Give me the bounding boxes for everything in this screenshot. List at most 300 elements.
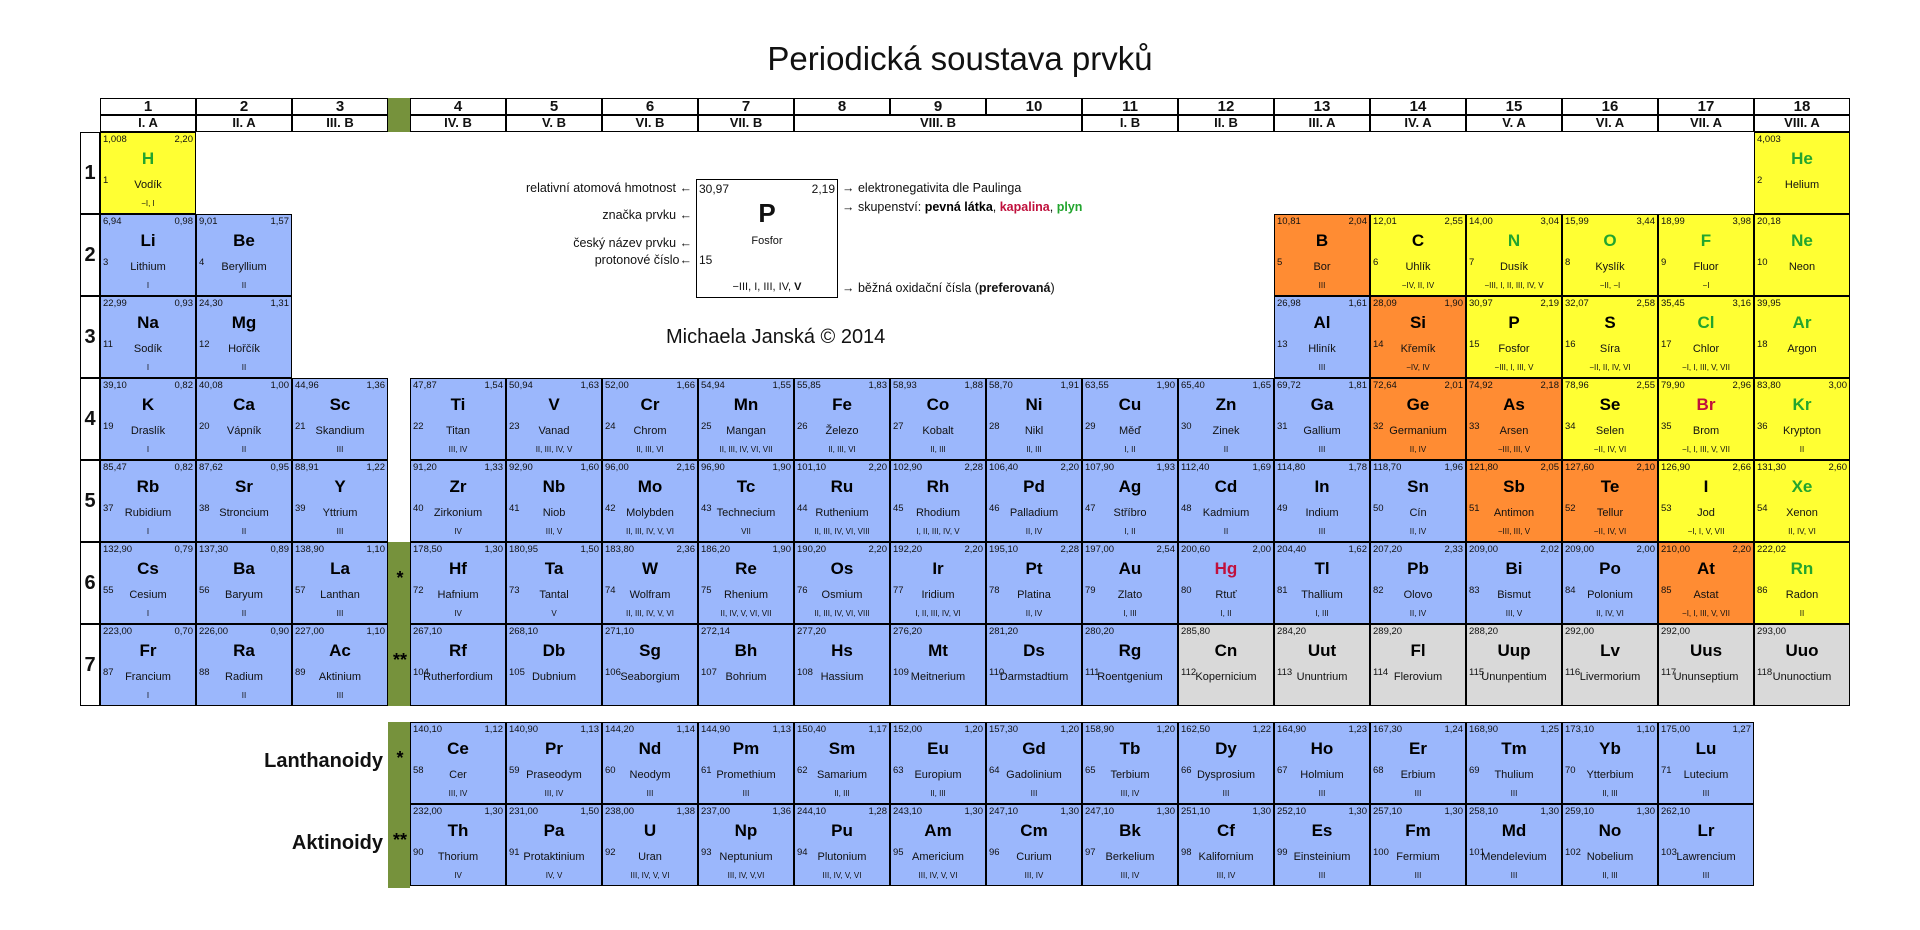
element-number: 59 [509, 765, 520, 776]
element-en: 1,61 [1348, 298, 1367, 309]
element-mass: 200,60 [1181, 544, 1211, 555]
element-number: 89 [295, 667, 306, 678]
element-symbol: Nd [638, 739, 662, 758]
element-ox: III [742, 789, 750, 798]
element-name: Nobelium [1586, 851, 1634, 863]
element-en: 1,69 [1252, 462, 1271, 473]
element-ox: III, IV [1024, 871, 1044, 880]
element-mass: 190,20 [797, 544, 827, 555]
element-name: Samarium [816, 769, 868, 781]
element-mass: 26,98 [1277, 298, 1301, 309]
element-number: 82 [1373, 585, 1384, 596]
element-name: Argon [1787, 343, 1817, 355]
element-number: 42 [605, 503, 616, 514]
element-ox: −I, I, III, V, VII [1682, 609, 1730, 618]
element-symbol: F [1700, 231, 1712, 250]
element-symbol: Se [1599, 395, 1621, 414]
element-ox: III [1318, 363, 1326, 372]
element-en: 1,00 [270, 380, 289, 391]
element-mass: 15,99 [1565, 216, 1589, 227]
legend-sample-cell [696, 179, 838, 298]
group-roman-label: VI. B [602, 115, 698, 132]
lanthanoid-lu [1658, 722, 1754, 804]
legend-ox-prefix: → běžná oxidační čísla ( [842, 281, 979, 295]
element-ox: II, IV, VI [1788, 527, 1816, 536]
element-number: 17 [1661, 339, 1672, 350]
element-symbol: Ag [1118, 477, 1142, 496]
element-symbol: Tc [736, 477, 756, 496]
legend-sample-number: 15 [699, 253, 713, 267]
element-number: 51 [1469, 503, 1480, 514]
group-number-10: 10 [986, 98, 1082, 115]
element-fr [100, 624, 196, 706]
element-symbol: Ru [830, 477, 854, 496]
element-mass: 39,10 [103, 380, 127, 391]
group-roman-label: IV. B [410, 115, 506, 132]
element-mass: 227,00 [295, 626, 325, 637]
element-mass: 121,80 [1469, 462, 1499, 473]
element-mass: 137,30 [199, 544, 229, 555]
group-roman-label: III. B [292, 115, 388, 132]
element-p [1466, 296, 1562, 378]
element-ra [196, 624, 292, 706]
element-number: 33 [1469, 421, 1480, 432]
element-ox: III [1510, 871, 1518, 880]
element-ox: II, III, IV, V, VI [626, 609, 674, 618]
lanthanoid-ho [1274, 722, 1370, 804]
element-name: Cesium [129, 589, 167, 601]
element-mass: 175,00 [1661, 724, 1691, 735]
element-en: 2,58 [1636, 298, 1655, 309]
element-name: Chlor [1692, 343, 1720, 355]
element-xe [1754, 460, 1850, 542]
lanthanoid-pr [506, 722, 602, 804]
element-en: 2,20 [1060, 462, 1079, 473]
element-number: 48 [1181, 503, 1192, 514]
element-symbol: Al [1313, 313, 1331, 332]
element-mass: 285,80 [1181, 626, 1211, 637]
element-mass: 144,20 [605, 724, 635, 735]
group-number-15: 15 [1466, 98, 1562, 115]
element-sr [196, 460, 292, 542]
element-ox: III [1030, 789, 1038, 798]
element-symbol: He [1791, 149, 1813, 168]
element-number: 60 [605, 765, 616, 776]
element-mass: 54,94 [701, 380, 725, 391]
element-rh [890, 460, 986, 542]
legend-state-label: → skupenství: pevná látka, kapalina, plyn [842, 200, 1083, 214]
element-symbol: Zr [449, 477, 467, 496]
element-mass: 284,20 [1277, 626, 1307, 637]
element-ox: I [146, 363, 150, 372]
element-name: Chrom [633, 425, 667, 437]
element-sc [292, 378, 388, 460]
element-name: Osmium [821, 589, 863, 601]
element-mass: 293,00 [1757, 626, 1787, 637]
element-en: 1,23 [1348, 724, 1367, 735]
element-en: 1,91 [1060, 380, 1079, 391]
element-number: 84 [1565, 585, 1576, 596]
element-na [100, 296, 196, 378]
element-ox: II, III [1026, 445, 1042, 454]
element-uuo [1754, 624, 1850, 706]
element-ox: −IV, IV [1406, 363, 1430, 372]
element-number: 101 [1469, 847, 1485, 858]
element-ox: −II, II, IV, VI [1589, 363, 1631, 372]
element-ne [1754, 214, 1850, 296]
element-symbol: Cl [1697, 313, 1715, 332]
element-symbol: Sm [828, 739, 856, 758]
element-name: Hassium [820, 671, 864, 683]
element-en: 1,10 [366, 626, 385, 637]
element-symbol: K [141, 395, 155, 414]
element-ox: II [1223, 527, 1229, 536]
element-symbol: C [1411, 231, 1425, 250]
element-symbol: Ce [447, 739, 469, 758]
element-symbol: Br [1696, 395, 1716, 414]
group-number-1: 1 [100, 98, 196, 115]
element-ox: I, II, III, IV, V [916, 527, 960, 536]
element-symbol: Ar [1792, 313, 1812, 332]
element-li [100, 214, 196, 296]
element-mass: 280,20 [1085, 626, 1115, 637]
element-ox: II, III, IV, VI, VII [719, 445, 773, 454]
element-en: 1,33 [484, 462, 503, 473]
element-mass: 271,10 [605, 626, 635, 637]
element-symbol: Fe [832, 395, 852, 414]
element-symbol: Yb [1599, 739, 1621, 758]
actinoid-pa [506, 804, 602, 886]
element-symbol: Lu [1695, 739, 1717, 758]
element-name: Gallium [1303, 425, 1341, 437]
element-number: 102 [1565, 847, 1581, 858]
element-name: Helium [1784, 179, 1820, 191]
legend-ox-pref: preferovaná [978, 281, 1051, 295]
element-number: 65 [1085, 765, 1096, 776]
element-number: 76 [797, 585, 808, 596]
element-symbol: Hg [1214, 559, 1238, 578]
element-number: 52 [1565, 503, 1576, 514]
element-en: 1,54 [484, 380, 503, 391]
group-number-12: 12 [1178, 98, 1274, 115]
element-ox: −III, I, II, III, IV, V [1484, 281, 1544, 290]
element-hs [794, 624, 890, 706]
element-ru [794, 460, 890, 542]
element-en: 1,30 [964, 806, 983, 817]
period-label-1: 1 [80, 132, 100, 214]
element-mass: 231,00 [509, 806, 539, 817]
element-ox: II [241, 363, 247, 372]
element-number: 71 [1661, 765, 1672, 776]
lanthanoid-er [1370, 722, 1466, 804]
element-en: 2,33 [1444, 544, 1463, 555]
element-symbol: Sg [639, 641, 661, 660]
element-en: 2,20 [868, 462, 887, 473]
element-name: Baryum [225, 589, 263, 601]
element-number: 16 [1565, 339, 1576, 350]
element-name: Rtuť [1215, 589, 1237, 601]
element-mass: 167,30 [1373, 724, 1403, 735]
element-ox: II [241, 281, 247, 290]
element-bi [1466, 542, 1562, 624]
element-name: Germanium [1389, 425, 1447, 437]
element-symbol: Ra [233, 641, 255, 660]
element-ox: III, IV [448, 789, 468, 798]
element-number: 23 [509, 421, 520, 432]
element-number: 67 [1277, 765, 1288, 776]
element-en: 1,65 [1252, 380, 1271, 391]
element-en: 1,27 [1732, 724, 1751, 735]
element-en: 2,10 [1636, 462, 1655, 473]
element-en: 1,96 [1444, 462, 1463, 473]
element-en: 2,55 [1636, 380, 1655, 391]
element-en: 1,83 [868, 380, 887, 391]
element-ox: II, III [930, 789, 946, 798]
element-number: 13 [1277, 339, 1288, 350]
element-symbol: Nb [542, 477, 566, 496]
element-number: 66 [1181, 765, 1192, 776]
element-number: 37 [103, 503, 114, 514]
element-symbol: Ge [1406, 395, 1430, 414]
element-se [1562, 378, 1658, 460]
element-en: 1,12 [484, 724, 503, 735]
element-en: 1,30 [1636, 806, 1655, 817]
group-number-8: 8 [794, 98, 890, 115]
element-symbol: As [1503, 395, 1525, 414]
element-number: 22 [413, 421, 424, 432]
element-symbol: Ga [1310, 395, 1334, 414]
element-number: 68 [1373, 765, 1384, 776]
element-mass: 276,20 [893, 626, 923, 637]
element-ox: IV [454, 871, 462, 880]
element-name: Holmium [1300, 769, 1344, 781]
element-name: Křemík [1400, 343, 1436, 355]
element-name: Xenon [1786, 507, 1818, 519]
actinoid-cf [1178, 804, 1274, 886]
element-name: Praseodym [526, 769, 582, 781]
period-label-3: 3 [80, 296, 100, 378]
group-number-6: 6 [602, 98, 698, 115]
element-en: 1,30 [1060, 806, 1079, 817]
element-symbol: Co [926, 395, 950, 414]
element-be [196, 214, 292, 296]
element-mass: 195,10 [989, 544, 1019, 555]
element-mass: 72,64 [1373, 380, 1397, 391]
element-ox: III [1510, 789, 1518, 798]
element-symbol: Ba [233, 559, 255, 578]
element-number: 43 [701, 503, 712, 514]
element-en: 1,88 [964, 380, 983, 391]
element-mass: 30,97 [1469, 298, 1493, 309]
element-name: Plutonium [817, 851, 867, 863]
element-name: Měď [1118, 425, 1142, 437]
element-name: Astat [1693, 589, 1719, 601]
element-en: 3,04 [1540, 216, 1559, 227]
element-number: 41 [509, 503, 520, 514]
element-symbol: Si [1409, 313, 1427, 332]
element-mo [602, 460, 698, 542]
element-y [292, 460, 388, 542]
element-te [1562, 460, 1658, 542]
element-number: 12 [199, 339, 210, 350]
element-en: 2,20 [174, 134, 193, 145]
element-number: 86 [1757, 585, 1768, 596]
element-mass: 65,40 [1181, 380, 1205, 391]
element-name: Mendelevium [1481, 851, 1547, 863]
element-ox: III [1414, 789, 1422, 798]
element-number: 40 [413, 503, 424, 514]
element-name: Zlato [1117, 589, 1143, 601]
element-number: 91 [509, 847, 520, 858]
element-name: Hořčík [228, 343, 260, 355]
group-roman-label: VIII. A [1754, 115, 1850, 132]
element-en: 2,55 [1444, 216, 1463, 227]
element-rg [1082, 624, 1178, 706]
element-mass: 204,40 [1277, 544, 1307, 555]
element-ox: III [646, 789, 654, 798]
element-symbol: Pu [831, 821, 853, 840]
element-name: Yttrium [322, 507, 358, 519]
element-mass: 267,10 [413, 626, 443, 637]
element-ox: III, IV [1216, 871, 1236, 880]
element-ox: III, IV [448, 445, 468, 454]
element-name: Stroncium [219, 507, 269, 519]
element-ox: V [551, 609, 557, 618]
element-symbol: Cr [640, 395, 660, 414]
element-en: 1,22 [366, 462, 385, 473]
element-mass: 6,94 [103, 216, 122, 227]
element-name: Livermorium [1579, 671, 1641, 683]
element-ox: IV, V [545, 871, 563, 880]
element-name: Rhodium [915, 507, 961, 519]
element-number: 92 [605, 847, 616, 858]
element-number: 20 [199, 421, 210, 432]
lanthanoid-tm [1466, 722, 1562, 804]
element-en: 0,70 [174, 626, 193, 637]
element-number: 110 [989, 667, 1005, 678]
element-mass: 79,90 [1661, 380, 1685, 391]
element-name: Palladium [1009, 507, 1059, 519]
element-symbol: Ds [1023, 641, 1045, 660]
element-en: 1,90 [772, 462, 791, 473]
actinoid-marker: ** [392, 650, 407, 670]
element-en: 2,00 [1252, 544, 1271, 555]
element-en: 0,95 [270, 462, 289, 473]
element-mass: 258,10 [1469, 806, 1499, 817]
element-symbol: Eu [927, 739, 949, 758]
element-number: 79 [1085, 585, 1096, 596]
element-en: 1,36 [366, 380, 385, 391]
element-symbol: Ir [932, 559, 944, 578]
element-symbol: Li [140, 231, 156, 250]
element-symbol: Uus [1689, 641, 1723, 660]
element-en: 1,36 [772, 806, 791, 817]
element-ox: II, III, VI [828, 445, 856, 454]
element-name: Curium [1016, 851, 1052, 863]
group-roman-label: III. A [1274, 115, 1370, 132]
group-number-11: 11 [1082, 98, 1178, 115]
element-mass: 39,95 [1757, 298, 1781, 309]
element-mass: 20,18 [1757, 216, 1781, 227]
element-ox: II, IV [1409, 609, 1427, 618]
element-ox: II, III [1602, 789, 1618, 798]
lanthanoid-series-marker: * [396, 748, 404, 768]
element-symbol: Rh [926, 477, 950, 496]
element-ox: II [241, 609, 247, 618]
element-number: 83 [1469, 585, 1480, 596]
group-number-14: 14 [1370, 98, 1466, 115]
element-ox: III [1318, 281, 1326, 290]
element-symbol: Pm [732, 739, 760, 758]
element-mass: 96,90 [701, 462, 725, 473]
element-en: 0,82 [174, 462, 193, 473]
element-ox: III [336, 445, 344, 454]
element-en: 1,66 [676, 380, 695, 391]
element-cd [1178, 460, 1274, 542]
element-symbol: Tb [1119, 739, 1141, 758]
element-ox: IV [454, 609, 462, 618]
element-symbol: Zn [1215, 395, 1237, 414]
element-name: Beryllium [221, 261, 267, 273]
element-name: Wolfram [629, 589, 671, 601]
element-number: 75 [701, 585, 712, 596]
element-mass: 106,40 [989, 462, 1019, 473]
group-number-17: 17 [1658, 98, 1754, 115]
element-symbol: Rn [1790, 559, 1814, 578]
element-en: 2,54 [1156, 544, 1175, 555]
element-name: Ununoctium [1772, 671, 1832, 683]
element-number: 96 [989, 847, 1000, 858]
element-name: Mangan [726, 425, 766, 437]
element-symbol: Fl [1410, 641, 1426, 660]
element-name: Dubnium [531, 671, 577, 683]
element-symbol: O [1603, 231, 1617, 250]
legend-sample-symbol: P [758, 198, 776, 228]
element-name: Jod [1697, 507, 1715, 519]
element-mass: 87,62 [199, 462, 223, 473]
element-ox: III [1702, 871, 1710, 880]
element-name: Nikl [1024, 425, 1044, 437]
element-en: 2,05 [1540, 462, 1559, 473]
element-en: 2,66 [1732, 462, 1751, 473]
element-ox: II, III [930, 445, 946, 454]
element-en: 0,90 [270, 626, 289, 637]
element-number: 44 [797, 503, 808, 514]
element-en: 1,90 [1156, 380, 1175, 391]
element-number: 112 [1181, 667, 1197, 678]
element-number: 58 [413, 765, 424, 776]
element-si [1370, 296, 1466, 378]
element-number: 35 [1661, 421, 1672, 432]
element-rn [1754, 542, 1850, 624]
element-ox: IV [454, 527, 462, 536]
element-en: 1,31 [270, 298, 289, 309]
f-block-separator [388, 98, 410, 132]
element-ox: −III, III, V [1497, 445, 1531, 454]
element-mass: 47,87 [413, 380, 437, 391]
element-symbol: Uut [1307, 641, 1337, 660]
element-en: 1,60 [580, 462, 599, 473]
element-name: Polonium [1587, 589, 1633, 601]
element-mass: 192,20 [893, 544, 923, 555]
element-mass: 4,003 [1757, 134, 1781, 145]
element-number: 98 [1181, 847, 1192, 858]
element-h [100, 132, 196, 214]
element-mass: 251,10 [1181, 806, 1211, 817]
element-name: Iridium [921, 589, 955, 601]
element-name: Olovo [1403, 589, 1433, 601]
element-mt [890, 624, 986, 706]
